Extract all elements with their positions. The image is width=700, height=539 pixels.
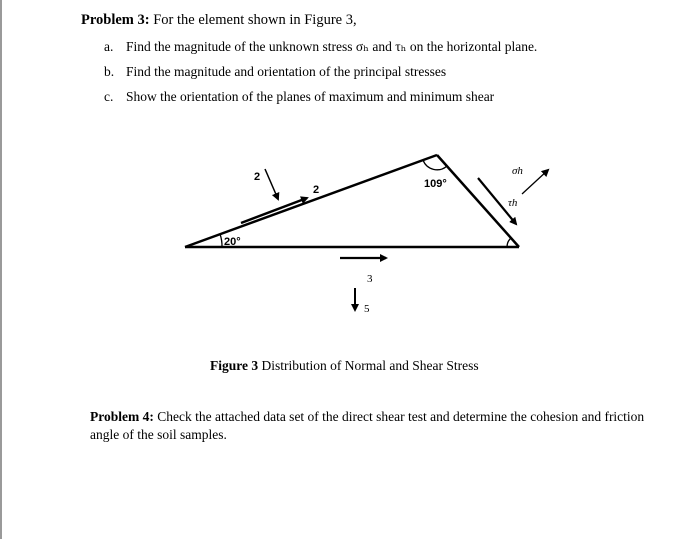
problem-4-text: Check the attached data set of the direct shear test and determine the cohesion and friction angle of the soil samples.: [90, 409, 645, 442]
caption-label: Figure 3: [210, 358, 259, 373]
problem-3-intro: For the element shown in Figure 3,: [149, 12, 357, 28]
normal-stress-left-arrow: [265, 169, 278, 199]
problem-4-label: Problem 4:: [90, 409, 154, 424]
sigma-h-arrow: [522, 170, 548, 194]
item-label: c.: [104, 89, 114, 104]
shear-stress-bottom-value: 3: [367, 273, 373, 285]
tau-h-label: τh: [508, 197, 518, 209]
figure-3-caption: [210, 358, 479, 374]
item-label: a.: [104, 39, 114, 54]
item-text: Find the magnitude of the unknown stress σₕ and τₕ on the horizontal plane.: [126, 39, 538, 54]
angle-arc-20: [220, 234, 222, 247]
triangle-right-side: [437, 155, 519, 247]
angle-label-109: 109°: [424, 178, 447, 190]
shear-stress-left-value: 2: [313, 184, 320, 196]
problem-4-paragraph: [90, 408, 650, 443]
shear-stress-left-arrow: [241, 198, 307, 223]
item-text: Find the magnitude and orientation of the principal stresses: [126, 64, 447, 79]
angle-arc-right: [507, 238, 511, 247]
triangle-inclined-side: [185, 155, 437, 247]
angle-label-20: 20°: [224, 236, 241, 248]
stress-element-triangle: [185, 155, 519, 247]
item-text: Show the orientation of the planes of maximum and minimum shear: [126, 89, 495, 104]
sigma-h-label: σh: [512, 165, 523, 177]
problem-3-label: Problem 3:: [81, 12, 150, 28]
item-label: b.: [104, 64, 115, 79]
normal-stress-bottom-value: 5: [364, 303, 370, 315]
caption-text: Distribution of Normal and Shear Stress: [258, 358, 479, 373]
normal-stress-left-value: 2: [254, 171, 261, 183]
